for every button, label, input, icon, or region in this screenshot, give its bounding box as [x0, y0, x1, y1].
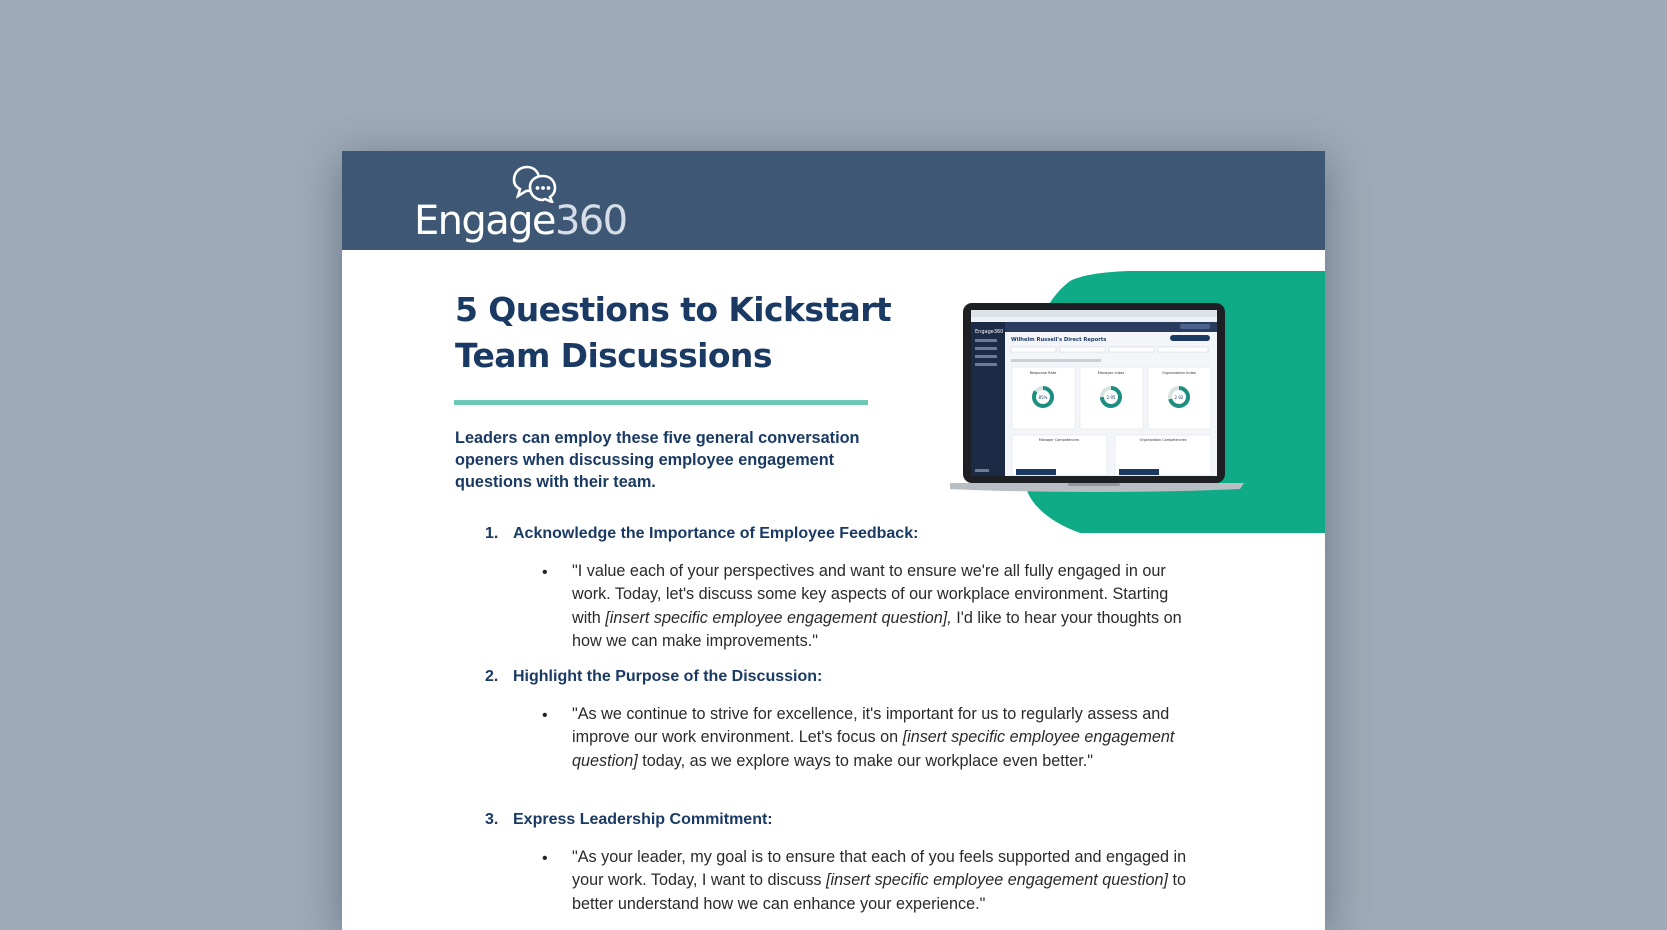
bullet-icon: • [542, 564, 548, 581]
document-title [455, 287, 925, 379]
svg-text:2.92: 2.92 [1174, 395, 1184, 400]
mockup-app-name: Engage360 [975, 329, 1004, 335]
question-placeholder: [insert specific employee engagement question], [605, 608, 952, 627]
question-quote: "I value each of your perspectives and want to ensure we're all fully engaged in our work. Today, let's discuss some key aspects of our workplace environment. Starting with [insert specific employee engagement question], I'd like to hear your thoughts on how we can make improvements." [572, 562, 1182, 650]
question-label: Acknowledge the Importance of Employee Feedback: [513, 525, 919, 542]
question-quote: "As your leader, my goal is to ensure that each of you feels supported and engaged in your work. Today, I want to discuss [insert specific employee engagement question] to better understand how we can enhance your experience." [572, 848, 1187, 913]
svg-text:Response Rate: Response Rate [1029, 371, 1057, 375]
question-placeholder: [insert specific employee engagement question] [826, 871, 1168, 890]
logo-word-engage: Engage [414, 198, 555, 244]
mockup-card-1 [1012, 367, 1075, 429]
svg-text:2.95: 2.95 [1106, 395, 1116, 400]
question-placeholder: [insert specific employee engagement question] [572, 728, 1175, 770]
question-label: Highlight the Purpose of the Discussion: [513, 668, 823, 685]
mockup-card-3 [1148, 367, 1211, 429]
question-number: 2. [485, 668, 499, 685]
question-number: 3. [485, 811, 499, 828]
svg-text:Manager Index: Manager Index [1097, 371, 1125, 375]
question-number: 1. [485, 525, 499, 542]
logo-word-360: 360 [554, 198, 627, 244]
title-line-2: Team Discussions [455, 336, 772, 375]
laptop-mockup [950, 271, 1325, 533]
question-quote: "As we continue to strive for excellence, it's important for us to regularly assess and improve our work environment. Let's focus on [insert specific employee engagement question] today, as we explore ways to make our workplace even better." [572, 705, 1175, 770]
document-header [342, 151, 1325, 250]
chat-bubbles-icon [510, 163, 558, 203]
mockup-section-2: Organization Competencies [1139, 438, 1187, 442]
svg-text:85%: 85% [1038, 395, 1048, 400]
document-page [342, 151, 1325, 930]
question-label: Express Leadership Commitment: [513, 811, 773, 828]
mockup-card-2 [1080, 367, 1143, 429]
title-underline [454, 400, 868, 405]
bullet-icon: • [542, 850, 548, 867]
engage360-logo [414, 161, 634, 243]
mockup-section-1: Manager Competencies [1038, 438, 1080, 442]
intro-paragraph: Leaders can employ these five general conversation openers when discussing employee engagement questions with their team. [455, 429, 860, 491]
mockup-heading: Wilhelm Russell's Direct Reports [1011, 337, 1107, 343]
bullet-icon: • [542, 707, 548, 724]
title-line-1: 5 Questions to Kickstart [455, 290, 892, 329]
logo-wordmark [414, 199, 627, 243]
mockup-sidebar [971, 322, 1005, 476]
svg-text:Organization Index: Organization Index [1161, 371, 1197, 375]
